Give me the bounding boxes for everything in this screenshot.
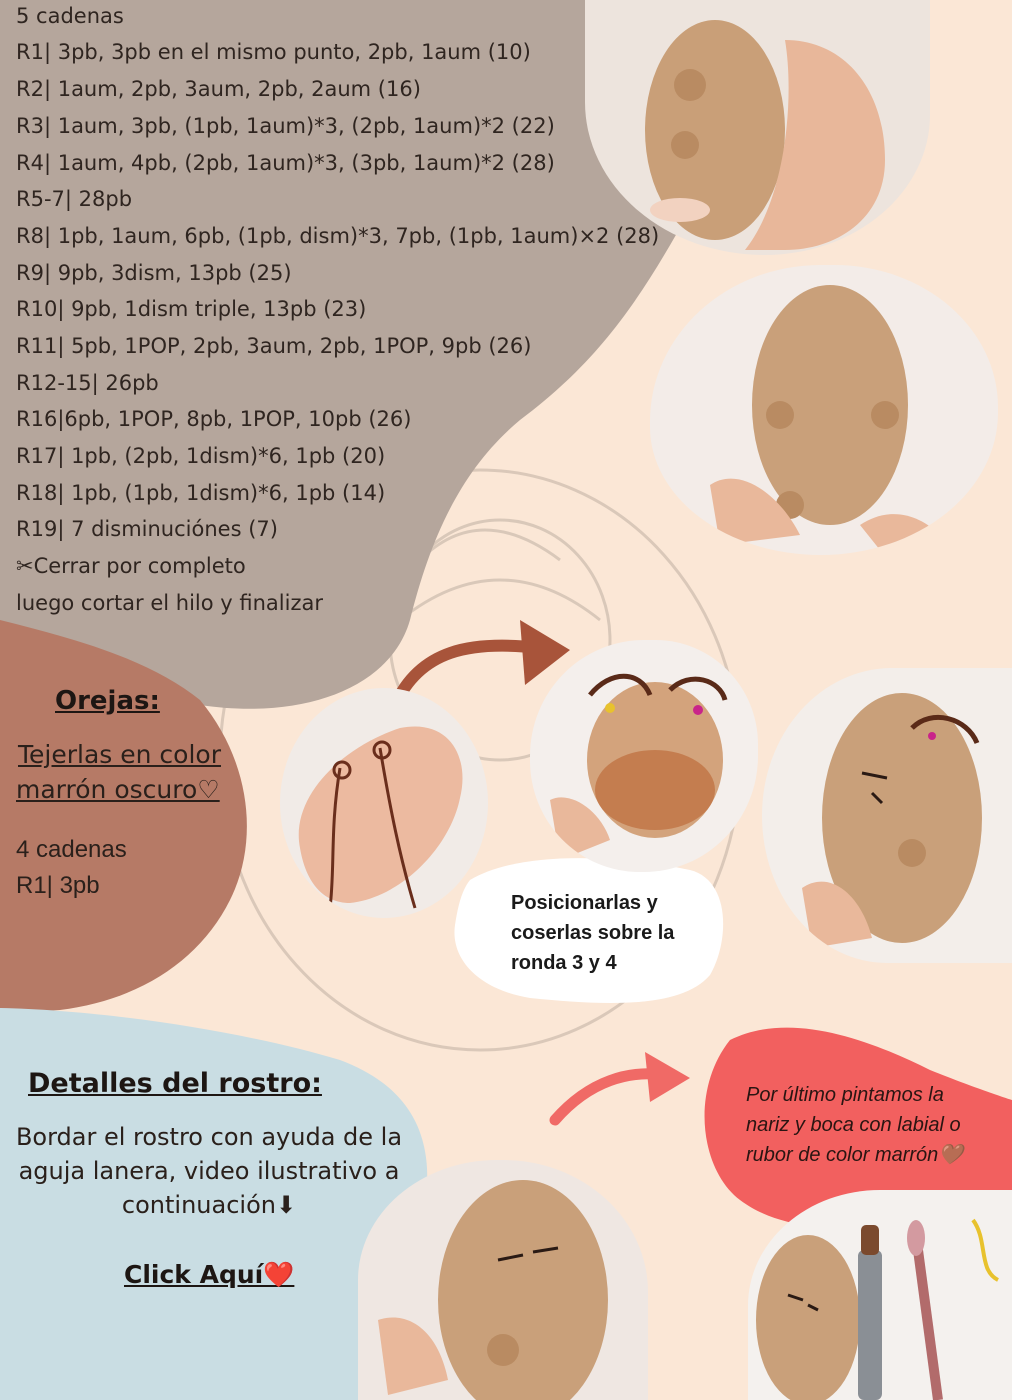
photo-painting-makeup [748,1190,1012,1400]
final-note-line: nariz y boca con labial o [746,1114,961,1136]
rostro-line: Bordar el rostro con ayuda de la [15,1123,403,1151]
pattern-line: R19| 7 disminuciónes (7) [16,517,278,541]
pattern-line: R17| 1pb, (2pb, 1dism)*6, 1pb (20) [16,444,386,468]
pattern-line: R12-15| 26pb [16,371,159,395]
pattern-line: R4| 1aum, 4pb, (2pb, 1aum)*3, (3pb, 1aum)*2 (28) [16,151,555,175]
callout-line: coserlas sobre la [511,922,675,944]
pattern-line-scissors: ✂Cerrar por completo [16,554,246,578]
photo-body-front [650,265,998,555]
pattern-line: R16|6pb, 1POP, 8pb, 1POP, 10pb (26) [16,407,412,431]
orejas-title: Orejas: [55,686,160,716]
pattern-line: R8| 1pb, 1aum, 6pb, (1pb, dism)*3, 7pb, (1pb, 1aum)×2 (28) [16,224,660,248]
pattern-line: R5-7| 28pb [16,187,133,211]
final-note-line: rubor de color marrón🤎 [746,1144,964,1166]
pattern-line: luego cortar el hilo y finalizar [16,591,323,615]
pattern-line: R2| 1aum, 2pb, 3aum, 2pb, 2aum (16) [16,77,421,101]
rostro-title: Detalles del rostro: [28,1068,322,1099]
pattern-line: R3| 1aum, 3pb, (1pb, 1aum)*3, (2pb, 1aum)*2 (22) [16,114,555,138]
final-note [746,1080,963,1170]
pattern-line: R11| 5pb, 1POP, 2pb, 3aum, 2pb, 1POP, 9pb (26) [16,334,532,358]
orejas-step: 4 cadenas [16,836,127,863]
final-note-line: Por último pintamos la [746,1084,944,1106]
pattern-line: R1| 3pb, 3pb en el mismo punto, 2pb, 1aum (10) [16,40,531,64]
pattern-line: 5 cadenas [16,4,124,28]
orejas-subtitle-line1: Tejerlas en color [18,740,221,769]
photo-ears-hand [280,688,488,918]
pattern-line: R10| 9pb, 1dism triple, 13pb (23) [16,297,367,321]
rostro-description [14,1120,404,1222]
photo-ears-pinned [530,640,758,872]
orejas-step: R1| 3pb [16,872,100,899]
orejas-subtitle-line2: marrón oscuro♡ [16,775,220,804]
callout-text [511,888,674,978]
callout-line: Posicionarlas y [511,892,658,914]
photo-face-side [762,668,1012,963]
callout-line: ronda 3 y 4 [511,952,617,974]
click-here-link[interactable]: Click Aquí❤️ [124,1260,295,1289]
pattern-line: R9| 9pb, 3dism, 13pb (25) [16,261,292,285]
rostro-line: aguja lanera, video ilustrativo a [18,1157,400,1185]
pattern-line: R18| 1pb, (1pb, 1dism)*6, 1pb (14) [16,481,386,505]
rostro-line: continuación⬇ [121,1191,297,1219]
